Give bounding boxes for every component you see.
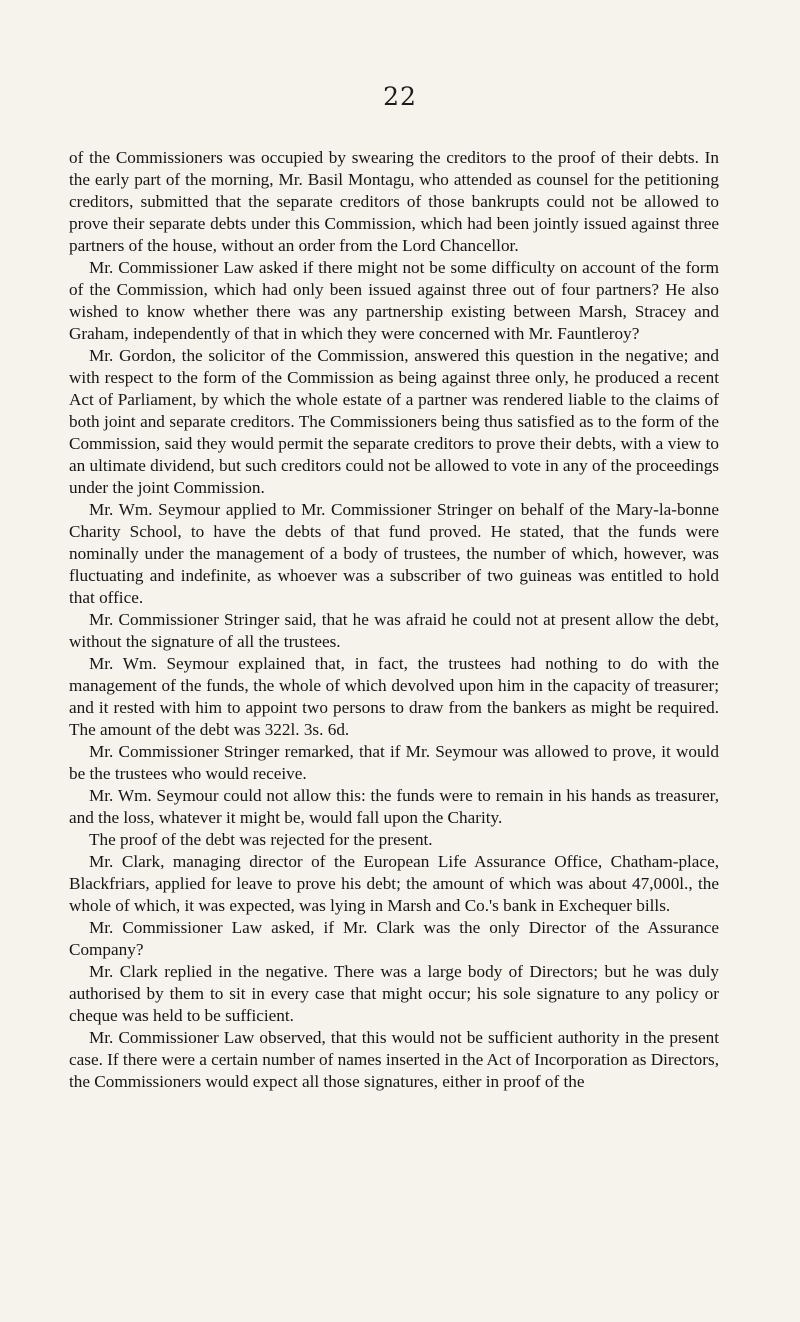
page-number: 22 [383,82,417,111]
paragraph: Mr. Gordon, the solicitor of the Commission, answered this question in the negative; and with respect to the form of the Commission as being against three only, he produced a recent Act of Parliament, by which the whole estate of a partner was rendered liable to the claims of both joint and separate creditors. The Commissioners being thus satisfied as to the form of the Commission, said they would permit the separate creditors to prove their debts, with a view to an ultimate dividend, but such creditors could not be allowed to vote in any of the proceedings under the joint Commission. [69,346,719,497]
paragraph: Mr. Commissioner Law asked if there might not be some difficulty on account of the form of the Commission, which had only been issued against three out of four partners? He also wished to know whether there was any partnership existing between Marsh, Stracey and Graham, independently of that in which they were concerned with Mr. Fauntleroy? [69,258,719,343]
paragraph: Mr. Commissioner Stringer remarked, that if Mr. Seymour was allowed to prove, it would be the trustees who would receive. [69,742,719,783]
paragraph: Mr. Wm. Seymour applied to Mr. Commissioner Stringer on behalf of the Mary-la-bonne Charity School, to have the debts of that fund proved. He stated, that the funds were nominally under the management of a body of trustees, the number of which, however, was fluctuating and indefinite, as whoever was a subscriber of two guineas was entitled to hold that office. [69,500,719,607]
paragraph: Mr. Commissioner Stringer said, that he was afraid he could not at present allow the debt, without the signature of all the trustees. [69,610,719,651]
paragraph: Mr. Wm. Seymour could not allow this: the funds were to remain in his hands as treasurer, and the loss, whatever it might be, would fall upon the Charity. [69,786,719,827]
paragraph: Mr. Commissioner Law observed, that this would not be sufficient authority in the present case. If there were a certain number of names inserted in the Act of Incorporation as Directors, the Commissioners would expect all those signatures, either in proof of the [69,1028,719,1091]
paragraph: The proof of the debt was rejected for the present. [89,830,433,849]
paragraph: Mr. Clark replied in the negative. There was a large body of Directors; but he was duly authorised by them to sit in every case that might occur; his sole signature to any policy or cheque was held to be sufficient. [69,962,719,1025]
paragraph: Mr. Wm. Seymour explained that, in fact, the trustees had nothing to do with the management of the funds, the whole of which devolved upon him in the capacity of treasurer; and it rested with him to appoint two persons to draw from the bankers as might be required. The amount of the debt was 322l. 3s. 6d. [69,654,719,739]
paragraph: Mr. Commissioner Law asked, if Mr. Clark was the only Director of the Assurance Company? [69,918,719,959]
body-text [69,147,719,1093]
paragraph: Mr. Clark, managing director of the European Life Assurance Office, Chatham-place, Blackfriars, applied for leave to prove his debt; the amount of which was about 47,000l., the whole of which, it was expected, was lying in Marsh and Co.'s bank in Exchequer bills. [69,852,719,915]
paragraph: of the Commissioners was occupied by swearing the creditors to the proof of their debts. In the early part of the morning, Mr. Basil Montagu, who attended as counsel for the petitioning creditors, submitted that the separate creditors of those bankrupts could not be allowed to prove their separate debts under this Commission, which had been jointly issued against three partners of the house, without an order from the Lord Chancellor. [69,148,719,255]
